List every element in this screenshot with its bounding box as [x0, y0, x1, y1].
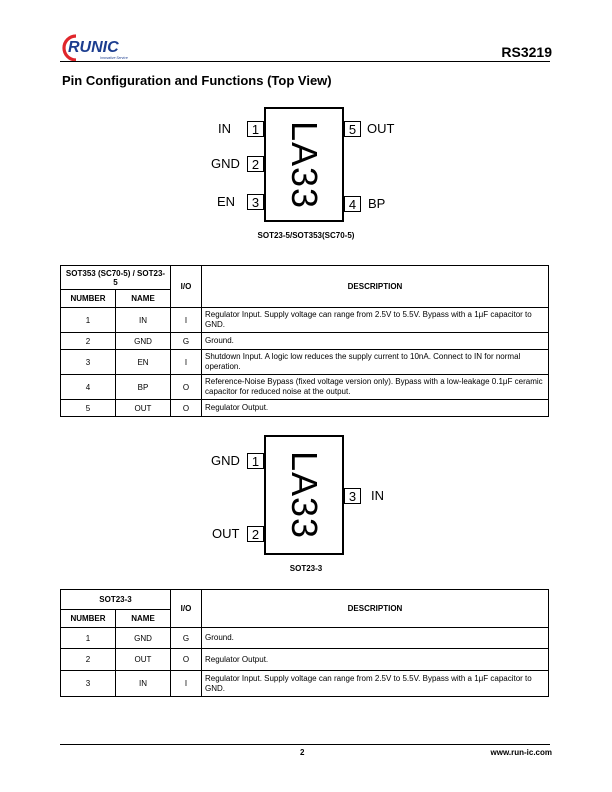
section-title: Pin Configuration and Functions (Top View): [62, 73, 332, 88]
table-row: [61, 400, 549, 417]
number-header: NUMBER: [61, 610, 116, 628]
pin-io: G: [171, 333, 202, 350]
pin-name: OUT: [116, 400, 171, 417]
pin-number-3: 3: [247, 194, 264, 210]
pin-name-out: OUT: [367, 121, 395, 136]
pin-name-gnd: GND: [211, 453, 240, 468]
pin-number: 5: [61, 400, 116, 417]
pin-name-in: IN: [371, 488, 384, 503]
description-header: DESCRIPTION: [202, 590, 549, 628]
pin-name-out: OUT: [212, 526, 240, 541]
pin-name: IN: [116, 308, 171, 333]
table-row: [61, 375, 549, 400]
pin-name: OUT: [116, 649, 171, 671]
table-row: [61, 308, 549, 333]
pin-number: 3: [61, 350, 116, 375]
pin-io: I: [171, 350, 202, 375]
number-header: NUMBER: [61, 290, 116, 308]
pin-description: Regulator Input. Supply voltage can range from 2.5V to 5.5V. Bypass with a 1μF capacitor to GND.: [202, 671, 549, 697]
pin-description: Shutdown Input. A logic low reduces the supply current to 10nA. Connect to IN for normal operation.: [202, 350, 549, 375]
package-caption: SOT23-5/SOT353(SC70-5): [257, 231, 355, 240]
pin-number: 4: [61, 375, 116, 400]
runic-logo: [62, 32, 136, 62]
pin-io: I: [171, 671, 202, 697]
pin-io: O: [171, 375, 202, 400]
pin-description: Regulator Output.: [202, 400, 549, 417]
pin-name-en: EN: [217, 194, 236, 209]
package-caption: SOT23-3: [289, 564, 323, 573]
pin-name: EN: [116, 350, 171, 375]
pin-number-1: 1: [247, 453, 264, 469]
pin-io: O: [171, 649, 202, 671]
pin-number: 2: [61, 333, 116, 350]
description-header: DESCRIPTION: [202, 266, 549, 308]
pin-io: I: [171, 308, 202, 333]
pin-name: IN: [116, 671, 171, 697]
page-number: 2: [300, 748, 305, 757]
pin-number-2: 2: [247, 526, 264, 542]
pin-number: 3: [61, 671, 116, 697]
name-header: NAME: [116, 610, 171, 628]
pin-name: GND: [116, 333, 171, 350]
pin-description: Regulator Input. Supply voltage can range from 2.5V to 5.5V. Bypass with a 1μF capacitor to GND.: [202, 308, 549, 333]
pin-name: BP: [116, 375, 171, 400]
pin-description: Ground.: [202, 628, 549, 649]
pin-number-1: 1: [247, 121, 264, 137]
svg-text:Innovative Service: Innovative Service: [100, 56, 128, 60]
pin-description: Regulator Output.: [202, 649, 549, 671]
header-divider: [60, 61, 550, 62]
svg-text:RUNIC: RUNIC: [68, 39, 119, 56]
table-row: [61, 649, 549, 671]
pin-name: GND: [116, 628, 171, 649]
table-row: [61, 333, 549, 350]
footer-divider: [60, 744, 550, 745]
pin-description: Reference-Noise Bypass (fixed voltage version only). Bypass with a low-leakage 0.1μF ceramic capacitor for reduced noise at the output.: [202, 375, 549, 400]
table-row: [61, 350, 549, 375]
pin-function-table-sot23-5: [60, 265, 549, 417]
pin-name-bp: BP: [368, 196, 386, 211]
website-link[interactable]: www.run-ic.com: [490, 748, 552, 757]
table-row: [61, 628, 549, 649]
io-header: I/O: [171, 266, 202, 308]
package-group-header: SOT23-3: [61, 590, 171, 610]
io-header: I/O: [171, 590, 202, 628]
pin-description: Ground.: [202, 333, 549, 350]
pin-number-5: 5: [344, 121, 361, 137]
name-header: NAME: [116, 290, 171, 308]
pin-io: O: [171, 400, 202, 417]
ic-marking: LA33: [284, 450, 326, 540]
pin-name-gnd: GND: [211, 156, 240, 171]
pin-name-in: IN: [218, 121, 231, 136]
part-number: RS3219: [501, 44, 552, 60]
pin-number: 2: [61, 649, 116, 671]
package-group-header: SOT353 (SC70-5) / SOT23-5: [61, 266, 171, 290]
pin-number-4: 4: [344, 196, 361, 212]
pin-io: G: [171, 628, 202, 649]
pin-function-table-sot23-3: [60, 589, 549, 697]
pin-number: 1: [61, 308, 116, 333]
table-row: [61, 671, 549, 697]
pin-number-3: 3: [344, 488, 361, 504]
ic-marking: LA33: [284, 120, 326, 209]
pin-number: 1: [61, 628, 116, 649]
pin-number-2: 2: [247, 156, 264, 172]
